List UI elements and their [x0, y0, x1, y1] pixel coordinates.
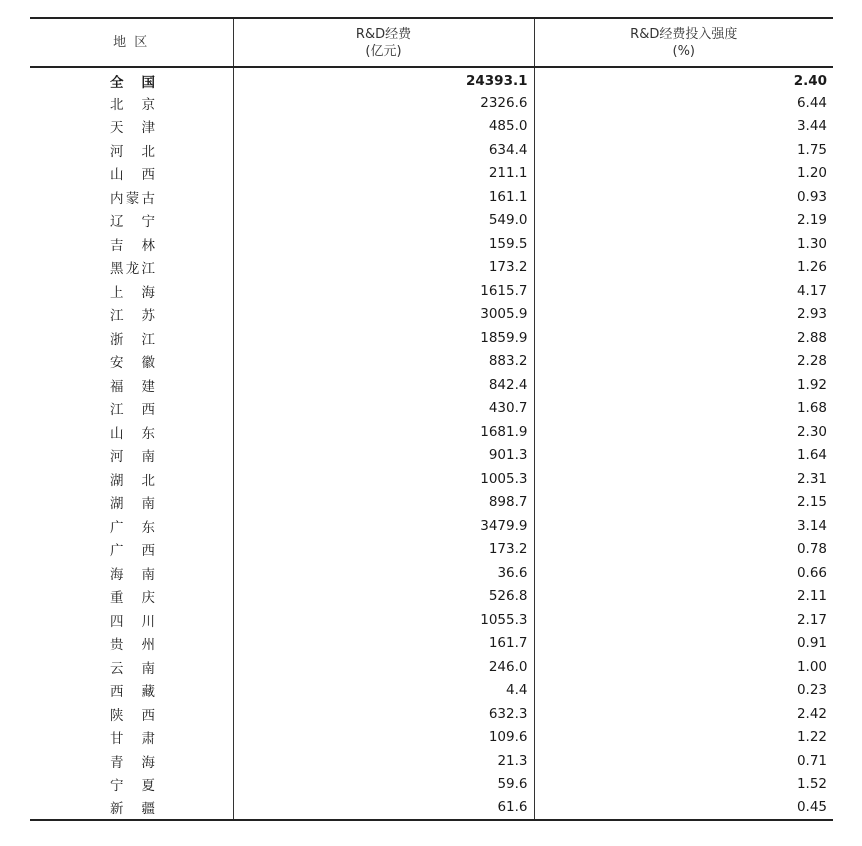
- region-cell: [30, 491, 233, 515]
- region-char: 建: [141, 378, 155, 395]
- rd-intensity-cell: 0.66: [796, 564, 827, 581]
- region-name: [110, 257, 155, 277]
- header-rd-intensity: [534, 18, 833, 67]
- rd-intensity-cell: 1.00: [796, 658, 827, 675]
- rd-intensity-cell: 2.40: [793, 73, 827, 89]
- region-char: 广: [110, 543, 124, 560]
- table-row: [30, 726, 833, 750]
- region-char: 北: [110, 96, 124, 113]
- table-row: [30, 115, 833, 139]
- header-region-label: 地 区: [113, 35, 150, 50]
- region-name: [110, 751, 155, 771]
- rd-intensity-cell: 2.30: [796, 423, 827, 440]
- table-row: [30, 67, 833, 91]
- rd-intensity-cell: 1.22: [796, 729, 827, 746]
- rd-intensity-cell: 0.91: [796, 635, 827, 652]
- region-char: 宁: [141, 214, 155, 231]
- region-name: [110, 563, 155, 583]
- rd-intensity-cell: 2.93: [796, 306, 827, 323]
- region-char: 江: [141, 331, 155, 348]
- region-char: 海: [141, 284, 155, 301]
- rd-intensity-cell: 1.30: [796, 235, 827, 252]
- region-cell: [30, 796, 233, 820]
- rd-intensity-cell: 1.64: [796, 447, 827, 464]
- region-cell: [30, 726, 233, 750]
- region-cell: [30, 91, 233, 115]
- region-cell: [30, 585, 233, 609]
- region-char: 东: [141, 425, 155, 442]
- region-name: [110, 281, 155, 301]
- rd-intensity-cell: 2.11: [796, 588, 827, 605]
- rd-funds-cell: 59.6: [233, 773, 534, 797]
- region-char: 海: [141, 754, 155, 771]
- rd-funds-cell: 161.7: [233, 632, 534, 656]
- region-cell: [30, 632, 233, 656]
- region-cell: [30, 279, 233, 303]
- rd-intensity-cell: 2.31: [796, 470, 827, 487]
- rd-intensity-cell: 3.44: [796, 118, 827, 135]
- table-row: [30, 350, 833, 374]
- region-char: 藏: [141, 684, 155, 701]
- rd-intensity-cell: 2.28: [796, 353, 827, 370]
- table-row: [30, 162, 833, 186]
- region-cell: [30, 749, 233, 773]
- region-cell: [30, 467, 233, 491]
- table-row: [30, 538, 833, 562]
- rd-intensity-cell: 1.75: [796, 141, 827, 158]
- rd-table: [30, 17, 833, 821]
- region-char: 天: [110, 120, 124, 137]
- rd-intensity-cell: 0.45: [796, 799, 827, 816]
- rd-funds-cell: 4.4: [233, 679, 534, 703]
- rd-intensity-cell: 3.14: [796, 517, 827, 534]
- region-char: 江: [141, 261, 155, 278]
- region-name: [110, 398, 155, 418]
- region-char: 青: [110, 754, 124, 771]
- table-row: [30, 702, 833, 726]
- rd-intensity-cell: 2.42: [796, 705, 827, 722]
- table-row: [30, 491, 833, 515]
- region-char: 州: [141, 637, 155, 654]
- table-row: [30, 303, 833, 327]
- region-name: [110, 797, 155, 817]
- region-cell: [30, 326, 233, 350]
- table-row: [30, 209, 833, 233]
- rd-intensity-cell: 0.23: [796, 682, 827, 699]
- rd-funds-cell: 634.4: [233, 138, 534, 162]
- region-char: 黑: [110, 261, 124, 278]
- region-name: [110, 610, 155, 630]
- region-cell: [30, 373, 233, 397]
- region-char: 西: [141, 543, 155, 560]
- rd-funds-cell: 21.3: [233, 749, 534, 773]
- rd-funds-cell: 842.4: [233, 373, 534, 397]
- table-row: [30, 467, 833, 491]
- region-char: 川: [141, 613, 155, 630]
- region-char: 山: [110, 167, 124, 184]
- region-char: 湖: [110, 472, 124, 489]
- rd-funds-cell: 2326.6: [233, 91, 534, 115]
- table-body: [30, 67, 833, 820]
- table-row: [30, 632, 833, 656]
- region-char: 北: [141, 472, 155, 489]
- region-char: 津: [141, 120, 155, 137]
- region-name: [110, 187, 155, 207]
- region-char: 宁: [110, 778, 124, 795]
- region-cell: [30, 655, 233, 679]
- region-name: [110, 657, 155, 677]
- rd-funds-cell: 485.0: [233, 115, 534, 139]
- rd-funds-cell: 161.1: [233, 185, 534, 209]
- region-char: 广: [110, 519, 124, 536]
- region-char: 陕: [110, 707, 124, 724]
- rd-intensity-cell: 1.68: [796, 400, 827, 417]
- region-char: 林: [141, 237, 155, 254]
- region-char: 四: [110, 613, 124, 630]
- rd-intensity-cell: 0.71: [796, 752, 827, 769]
- region-name: [110, 116, 155, 136]
- rd-funds-cell: 883.2: [233, 350, 534, 374]
- rd-funds-cell: 1055.3: [233, 608, 534, 632]
- rd-table-container: [30, 17, 833, 821]
- region-char: 北: [141, 143, 155, 160]
- region-char: 肃: [141, 731, 155, 748]
- rd-funds-cell: 1005.3: [233, 467, 534, 491]
- rd-funds-cell: 159.5: [233, 232, 534, 256]
- rd-intensity-cell: 1.92: [796, 376, 827, 393]
- table-row: [30, 232, 833, 256]
- rd-intensity-cell: 6.44: [796, 94, 827, 111]
- region-char: 浙: [110, 331, 124, 348]
- rd-funds-cell: 61.6: [233, 796, 534, 820]
- rd-intensity-cell: 1.52: [796, 776, 827, 793]
- rd-funds-cell: 549.0: [233, 209, 534, 233]
- region-char: 全: [110, 75, 124, 91]
- region-char: 国: [141, 75, 155, 91]
- region-cell: [30, 608, 233, 632]
- region-name: [110, 516, 155, 536]
- rd-intensity-cell: 2.88: [796, 329, 827, 346]
- rd-funds-cell: 1615.7: [233, 279, 534, 303]
- rd-funds-cell: 3479.9: [233, 514, 534, 538]
- region-char: 辽: [110, 214, 124, 231]
- region-name: [110, 586, 155, 606]
- region-name: [110, 304, 155, 324]
- region-char: 西: [110, 684, 124, 701]
- region-name: [110, 539, 155, 559]
- region-cell: [30, 256, 233, 280]
- rd-funds-cell: 109.6: [233, 726, 534, 750]
- region-char: 江: [110, 402, 124, 419]
- region-cell: [30, 679, 233, 703]
- table-row: [30, 444, 833, 468]
- region-cell: [30, 138, 233, 162]
- region-char: 贵: [110, 637, 124, 654]
- region-char: 南: [141, 566, 155, 583]
- region-cell: [30, 232, 233, 256]
- table-row: [30, 796, 833, 820]
- rd-intensity-cell: 2.15: [796, 494, 827, 511]
- table-row: [30, 561, 833, 585]
- region-name: [110, 93, 155, 113]
- table-row: [30, 514, 833, 538]
- table-row: [30, 608, 833, 632]
- region-name: [110, 704, 155, 724]
- region-char: 龙: [125, 261, 140, 278]
- region-name: [110, 774, 155, 794]
- region-char: 安: [110, 355, 124, 372]
- rd-intensity-cell: 2.19: [796, 212, 827, 229]
- rd-funds-cell: 901.3: [233, 444, 534, 468]
- table-row: [30, 185, 833, 209]
- table-row: [30, 655, 833, 679]
- rd-funds-cell: 246.0: [233, 655, 534, 679]
- region-cell: [30, 67, 233, 91]
- region-cell: [30, 397, 233, 421]
- header-rd-funds: [233, 18, 534, 67]
- table-row: [30, 91, 833, 115]
- region-name: [110, 163, 155, 183]
- rd-funds-cell: 36.6: [233, 561, 534, 585]
- header-rd-funds-label: R&D经费: [355, 26, 412, 42]
- region-char: 西: [141, 167, 155, 184]
- rd-funds-cell: 898.7: [233, 491, 534, 515]
- header-rd-intensity-unit: (%): [672, 43, 695, 59]
- region-char: 夏: [141, 778, 155, 795]
- region-char: 疆: [141, 801, 155, 818]
- region-name: [110, 469, 155, 489]
- rd-funds-cell: 211.1: [233, 162, 534, 186]
- rd-intensity-cell: 2.17: [796, 611, 827, 628]
- region-name: [110, 375, 155, 395]
- region-char: 庆: [141, 590, 155, 607]
- region-char: 南: [141, 449, 155, 466]
- rd-funds-cell: 430.7: [233, 397, 534, 421]
- region-char: 山: [110, 425, 124, 442]
- region-char: 南: [141, 660, 155, 677]
- region-cell: [30, 538, 233, 562]
- rd-funds-cell: 173.2: [233, 256, 534, 280]
- header-rd-funds-unit: (亿元): [365, 43, 402, 59]
- region-char: 古: [141, 190, 155, 207]
- region-name: [110, 492, 155, 512]
- region-char: 河: [110, 143, 124, 160]
- region-name: [110, 680, 155, 700]
- table-row: [30, 279, 833, 303]
- table-header: [30, 18, 833, 67]
- region-char: 海: [110, 566, 124, 583]
- region-char: 上: [110, 284, 124, 301]
- region-char: 内: [110, 190, 124, 207]
- region-cell: [30, 420, 233, 444]
- rd-funds-cell: 1681.9: [233, 420, 534, 444]
- region-char: 京: [141, 96, 155, 113]
- header-region: [30, 18, 233, 67]
- rd-funds-cell: 632.3: [233, 702, 534, 726]
- header-rd-intensity-label: R&D经费投入强度: [630, 26, 738, 42]
- region-cell: [30, 350, 233, 374]
- table-row: [30, 679, 833, 703]
- region-char: 西: [141, 707, 155, 724]
- table-row: [30, 749, 833, 773]
- region-char: 南: [141, 496, 155, 513]
- region-char: 吉: [110, 237, 124, 254]
- region-char: 重: [110, 590, 124, 607]
- region-char: 苏: [141, 308, 155, 325]
- region-char: 新: [110, 801, 124, 818]
- region-name: [110, 140, 155, 160]
- region-name: [110, 351, 155, 371]
- rd-intensity-cell: 0.78: [796, 541, 827, 558]
- region-char: 河: [110, 449, 124, 466]
- region-char: 蒙: [125, 190, 140, 207]
- region-char: 甘: [110, 731, 124, 748]
- rd-funds-cell: 3005.9: [233, 303, 534, 327]
- rd-intensity-cell: 4.17: [796, 282, 827, 299]
- region-name: [110, 422, 155, 442]
- region-name: [110, 71, 155, 91]
- region-cell: [30, 561, 233, 585]
- rd-funds-cell: 526.8: [233, 585, 534, 609]
- rd-funds-cell: 1859.9: [233, 326, 534, 350]
- region-char: 云: [110, 660, 124, 677]
- region-char: 徽: [141, 355, 155, 372]
- rd-intensity-cell: 0.93: [796, 188, 827, 205]
- region-char: 西: [141, 402, 155, 419]
- table-row: [30, 585, 833, 609]
- table-row: [30, 326, 833, 350]
- region-name: [110, 445, 155, 465]
- region-cell: [30, 773, 233, 797]
- rd-intensity-cell: 1.26: [796, 259, 827, 276]
- region-cell: [30, 303, 233, 327]
- region-cell: [30, 115, 233, 139]
- region-cell: [30, 185, 233, 209]
- rd-funds-cell: 24393.1: [233, 67, 534, 91]
- region-char: 福: [110, 378, 124, 395]
- region-cell: [30, 444, 233, 468]
- region-cell: [30, 514, 233, 538]
- rd-intensity-cell: 1.20: [796, 165, 827, 182]
- region-char: 东: [141, 519, 155, 536]
- region-cell: [30, 209, 233, 233]
- region-char: 湖: [110, 496, 124, 513]
- region-name: [110, 633, 155, 653]
- table-row: [30, 773, 833, 797]
- table-row: [30, 256, 833, 280]
- table-row: [30, 420, 833, 444]
- rd-funds-cell: 173.2: [233, 538, 534, 562]
- table-row: [30, 397, 833, 421]
- region-cell: [30, 702, 233, 726]
- region-name: [110, 210, 155, 230]
- region-name: [110, 727, 155, 747]
- table-row: [30, 373, 833, 397]
- region-char: 江: [110, 308, 124, 325]
- table-row: [30, 138, 833, 162]
- region-name: [110, 234, 155, 254]
- region-cell: [30, 162, 233, 186]
- region-name: [110, 328, 155, 348]
